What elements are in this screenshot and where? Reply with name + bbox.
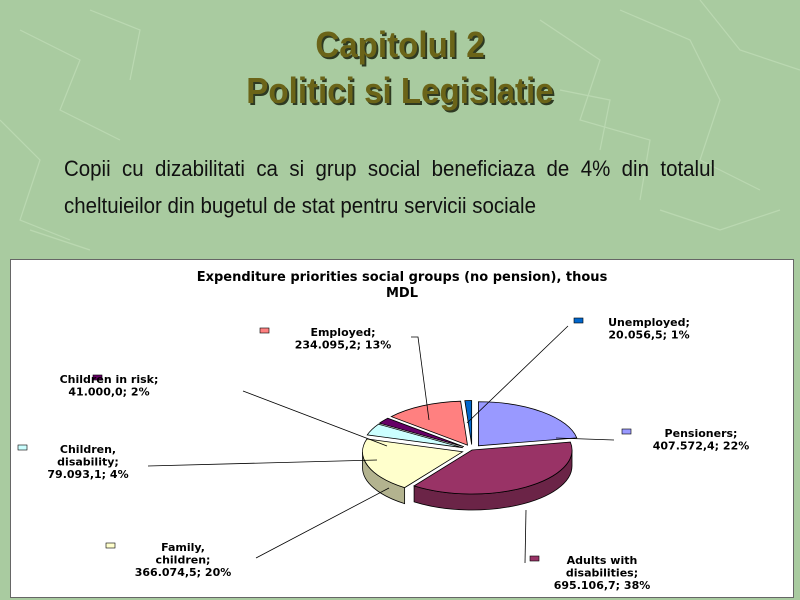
title-line-1: Capitolul 2 [315, 24, 485, 65]
title-line-2: Politici si Legislatie [246, 70, 554, 111]
data-label: 20.056,5; 1% [608, 328, 690, 342]
chart-title-line: MDL [385, 286, 419, 301]
legend-marker [106, 543, 115, 548]
leader-line [256, 488, 389, 558]
chart-title-line: Expenditure priorities social groups (no pension), thous [196, 270, 608, 285]
data-label: Children in risk; [59, 373, 159, 386]
data-label: 695.106,7; 38% [553, 579, 651, 592]
slide-title [32, 22, 768, 114]
data-label: children; [155, 553, 211, 567]
data-label: 41.000,0; 2% [68, 385, 150, 399]
data-label: Pensioners; [664, 427, 738, 440]
data-label: disabilities; [565, 566, 639, 580]
data-label: Children, [59, 443, 117, 456]
legend-marker [530, 556, 539, 561]
data-label: Employed; [310, 326, 376, 339]
pie-slices [363, 401, 577, 494]
legend-marker [622, 429, 631, 434]
slide-subtitle: Copii cu dizabilitati ca si grup social beneficiaza de 4% din totalul cheltuieilor din bugetul de stat pentru servicii sociale [64, 156, 715, 218]
legend-marker [260, 328, 269, 333]
data-label: 407.572,4; 22% [652, 439, 750, 453]
data-label: 234.095,2; 13% [294, 338, 392, 352]
data-label: 79.093,1; 4% [47, 468, 129, 481]
leader-line [525, 510, 526, 563]
legend-marker [18, 445, 27, 450]
data-label: Adults with [566, 554, 638, 567]
leader-line [148, 460, 377, 466]
leader-line [243, 391, 387, 446]
data-label: disability; [57, 455, 119, 469]
chart-frame [10, 259, 794, 598]
pie-chart [11, 260, 793, 597]
data-label: Unemployed; [608, 316, 690, 329]
pie-slice-pensioners [478, 402, 576, 446]
legend-marker [574, 318, 583, 323]
data-label: 366.074,5; 20% [134, 566, 232, 579]
data-label: Family, [161, 541, 205, 554]
